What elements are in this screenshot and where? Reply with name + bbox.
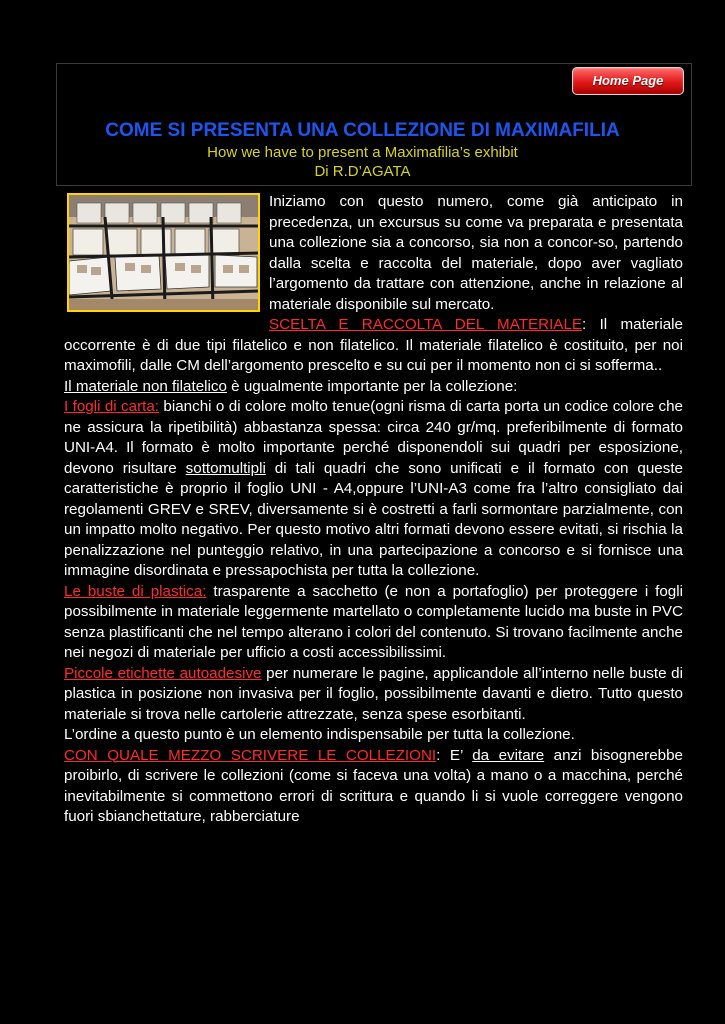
section-heading: CON QUALE MEZZO SCRIVERE LE COLLEZIONI (64, 746, 437, 764)
underlined-term: sottomultipli (185, 459, 266, 477)
section-text: anzi bisognerebbe proibirlo, di scrivere le collezioni (come si faceva una volta) a mano o a macchina, perché inevitabilmente si commettono errori di scrittura e quando li si vuole correggere vengono fuori sbianchettature, rabberciature (64, 746, 683, 825)
section-colon: : (582, 316, 587, 333)
section-text: Il materiale occorrente è di due tipi filatelico e non filatelico. Il materiale filatelico è costituito, per noi maximofili, dalle CM dell’argomento prescelto e su cui per il momento non ci si sofferma.. (64, 316, 683, 374)
author-line: Di R.D’AGATA (314, 163, 411, 180)
section-text: E’ (440, 746, 473, 764)
section-text: trasparente a sacchetto (e non a portafoglio) per proteggere i fogli possibilmente in materiale leggermente martellato o completamente lucido ma buste in PVC senza plastificanti che nel tempo alterano i colori del contenuto. Si trovano facilmente anche nei negozi di materiale per ufficio a costi accessibilissimi. (64, 582, 683, 661)
underlined-term: da evitare (472, 746, 545, 764)
section-heading: SCELTA E RACCOLTA DEL MATERIALE (269, 316, 583, 333)
underlined-term: Il materiale non filatelico (64, 377, 227, 395)
intro-text: Iniziamo con questo numero, come già anticipato in precedenza, un excursus su come va preparata e presentata una collezione sia a concorso, sia non a concor-so, partendo dalla scelta e raccolta del materiale, dopo aver vagliato l’argomento da trattare con attenzione, anche in relazione al materiale disponibile sul mercato. (269, 193, 683, 313)
page-subtitle: How we have to present a Maximafilia’s exhibit (207, 144, 518, 161)
section-text: per numerare le pagine, applicandole all’interno nelle buste di plastica in posizione non invasiva per il foglio, possibilmente davanti e dietro. Tutto questo materiale si trova nelle cartolerie attrezzate, senza spese esorbitanti. (64, 664, 684, 723)
section-non-philatelic (64, 377, 683, 398)
section-order (64, 725, 683, 746)
section-plastic-sleeves (64, 582, 683, 664)
photo-spacer (64, 192, 269, 326)
home-page-button[interactable]: Home Page (572, 67, 684, 95)
section-text: bianchi o di colore molto tenue(ogni risma di carta porta un codice colore che ne assicura la ripetibilità) abbastanza spessa: circa 240 gr/mq. preferibilmente di formato UNI-A4. Il formato è molto importante perché disponendoli sui quadri per esposizione, devono risultare (64, 398, 683, 477)
section-text: L’ordine a questo punto è un elemento indispensabile per tutta la collezione. (64, 726, 575, 743)
section-heading: I fogli di carta: (64, 398, 160, 415)
section-writing-means (64, 746, 683, 828)
page-title: COME SI PRESENTA UNA COLLEZIONE DI MAXIMAFILIA (105, 120, 620, 141)
section-heading: Le buste di plastica: (64, 582, 207, 600)
section-text: è ugualmente importante per la collezione: (226, 377, 518, 395)
section-paper-sheets (64, 397, 683, 582)
section-heading: Piccole etichette autoadesive (64, 664, 262, 682)
section-text: di tali quadri che sono unificati e il formato con queste caratteristiche è proprio il foglio UNI - A4,oppure l’UNI-A3 come fra l’altro consigliato dai regolamenti GREV e SREV, diversamente si è costretti a farli sormontare parzialmente, con un impatto molto negativo. Per questo motivo altri formati devono essere evitati, si rischia la penalizzazione nel punteggio relativo, in una partecipazione a concorso e si fornisce una immagine disordinata e pressapochista per tutta la collezione. (64, 459, 683, 579)
section-labels (64, 664, 683, 726)
section-colon: : (436, 746, 441, 764)
article-body (64, 192, 683, 828)
